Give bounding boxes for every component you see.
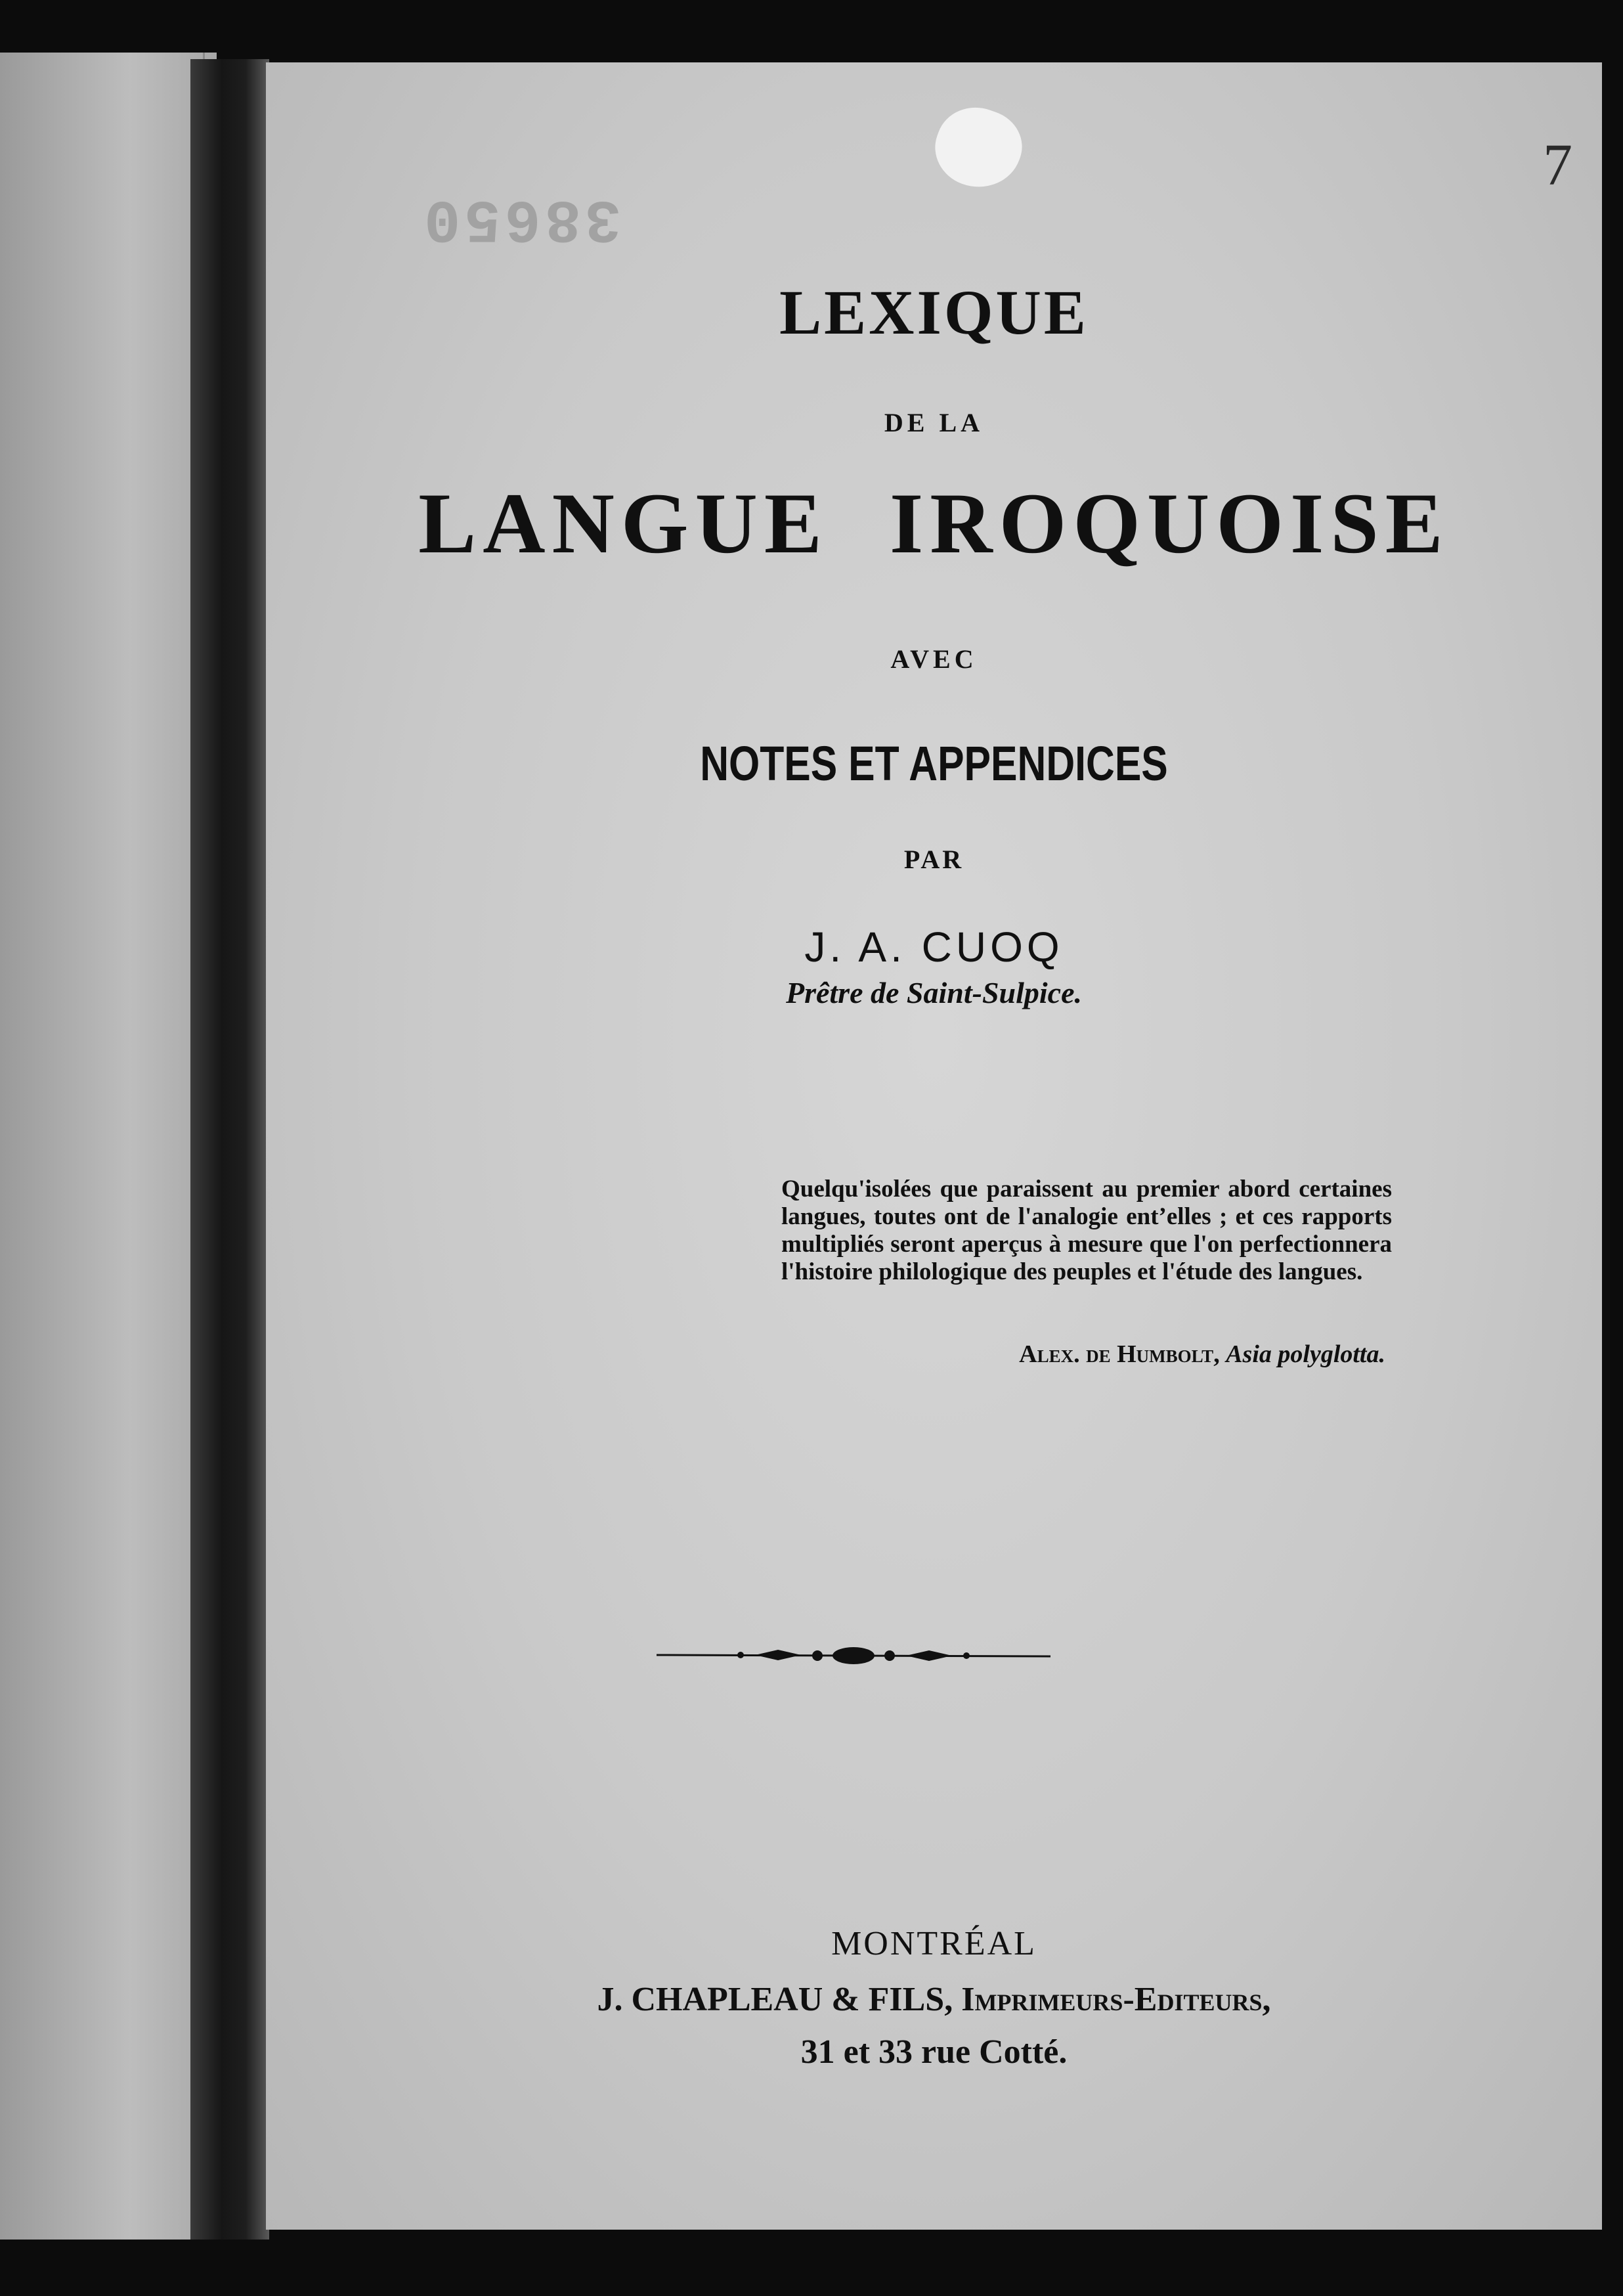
epigraph-attribution	[781, 1340, 1385, 1369]
par-text: PAR	[903, 845, 964, 874]
epigraph-author: Alex. de Humbolt,	[1019, 1340, 1220, 1368]
book-gutter	[190, 59, 269, 2240]
title-line-1: LEXIQUE	[779, 277, 1089, 347]
imprint-address: 31 et 33 rue Cotté.	[800, 2033, 1068, 2071]
title-line-2: DE LA	[884, 408, 984, 437]
publisher-role: Imprimeurs-Editeurs,	[961, 1981, 1271, 2018]
author-name: J. A. CUOQ	[804, 923, 1064, 971]
author-role: Prêtre de Saint-Sulpice.	[785, 976, 1083, 1009]
epigraph-work: Asia polyglotta.	[1226, 1340, 1385, 1368]
epigraph-text: Quelqu'isolées que paraissent au premier abord certaines langues, toutes ont de l'analogie ent’elles ; et ces rapports multipliés seront aperçus à mesure que l'on perfectionnera l'histoire philologique des peuples et l'étude des langues.	[781, 1176, 1392, 1285]
bleed-through-number: 38650	[420, 184, 622, 253]
imprint-city: MONTRÉAL	[831, 1925, 1037, 1962]
pencil-corner-mark: 7	[1543, 133, 1572, 198]
main-title: LANGUE IROQUOISE	[418, 475, 1450, 571]
publisher-name: J. CHAPLEAU & FILS,	[597, 1981, 953, 2018]
subtitle-notes: NOTES ET APPENDICES	[700, 736, 1168, 791]
avec-text: AVEC	[890, 644, 978, 674]
imprint-publisher	[266, 1980, 1602, 2019]
facing-page-edge	[0, 53, 217, 2240]
title-page	[266, 62, 1602, 2230]
ornament-divider-icon	[657, 1642, 1050, 1668]
